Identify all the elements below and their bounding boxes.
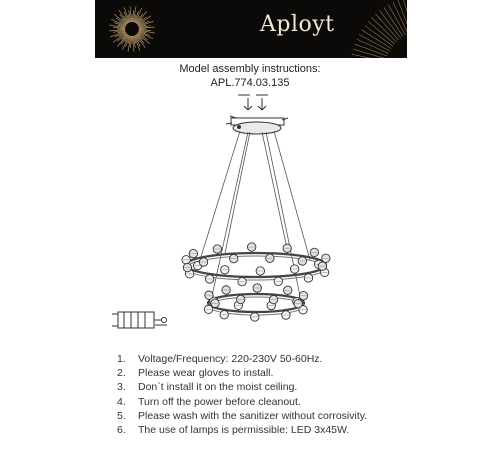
sunburst-logo-icon <box>95 0 407 58</box>
instruction-item: 1. Voltage/Frequency: 220-230V 50-60Hz. <box>117 353 323 365</box>
document-title <box>0 62 500 90</box>
instruction-item: 6. The use of lamps is permissible: LED 3x45W. <box>117 424 350 437</box>
lamp-rings <box>182 243 330 321</box>
model-number: APL.774.03.135 <box>210 77 290 89</box>
brand-name: Aployt <box>260 12 335 37</box>
instruction-item: 5. Please wash with the sanitizer without corrosivity. <box>117 409 368 422</box>
mounting-arrows <box>238 95 268 110</box>
instruction-item: 4. Turn off the power before cleanout. <box>117 395 301 408</box>
instruction-item: 3. Don`t install it on the moist ceiling. <box>117 381 298 394</box>
chandelier-assembly-drawing <box>0 88 500 338</box>
brand-header <box>95 0 407 58</box>
instruction-item: 2. Please wear gloves to install. <box>117 367 274 380</box>
title-line: Model assembly instructions: <box>179 63 321 75</box>
ceiling-canopy <box>226 116 288 134</box>
instructions-list <box>117 352 367 437</box>
wiring-diagram-icon <box>112 312 167 328</box>
